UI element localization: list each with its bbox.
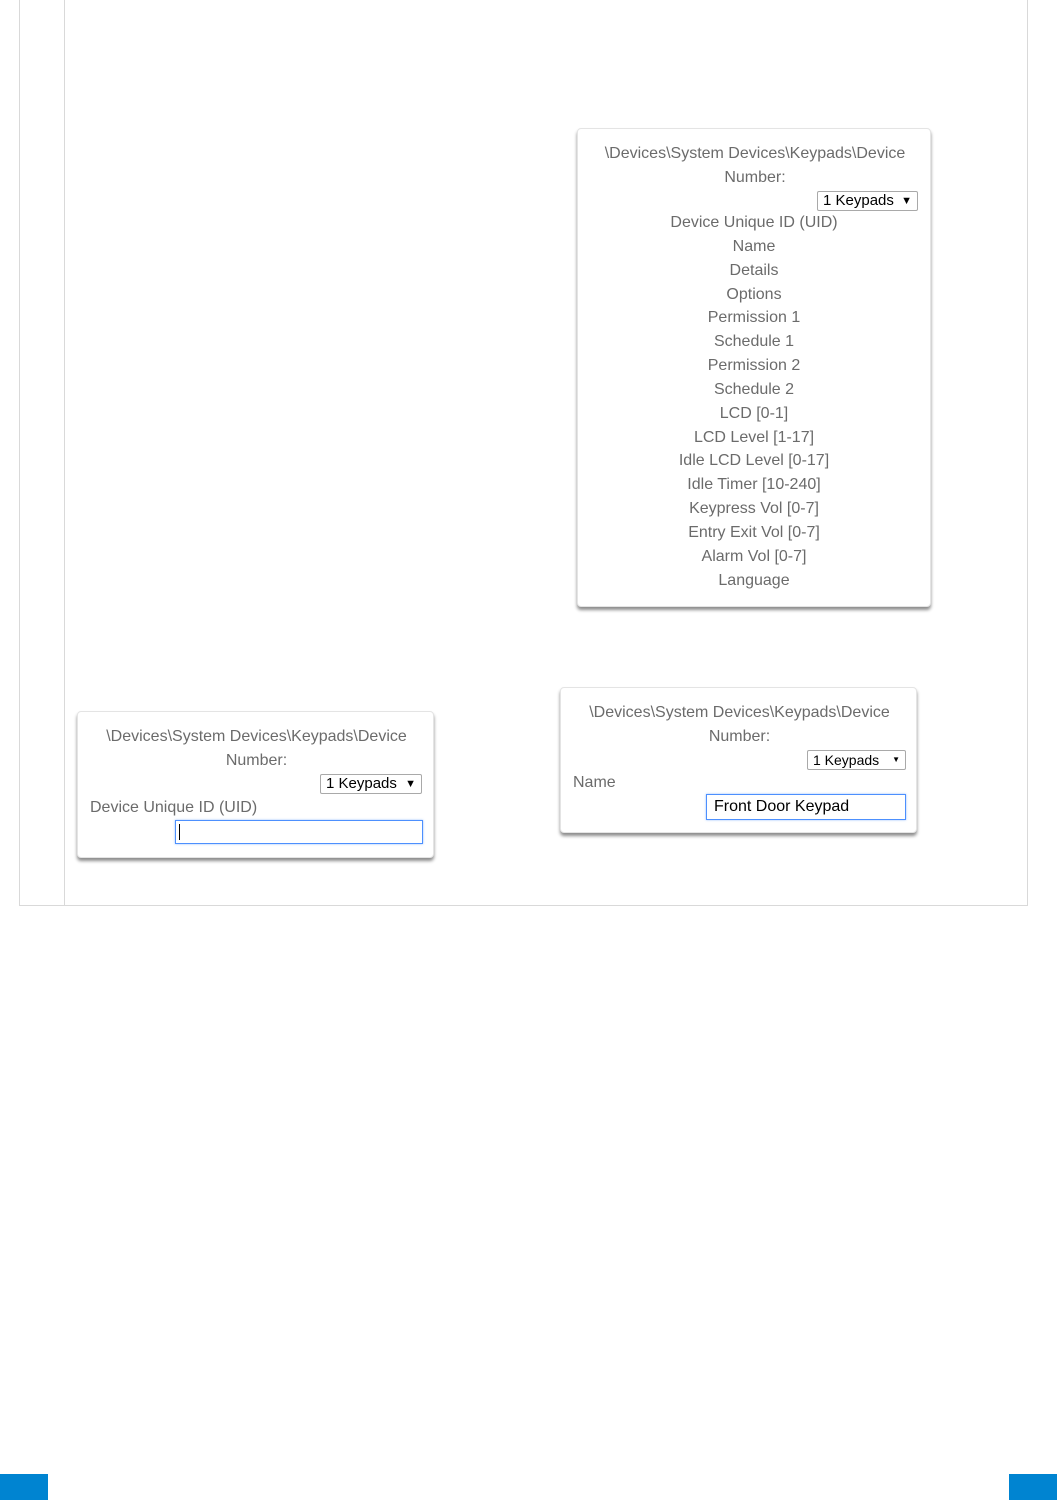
text-caret [179,824,180,840]
name-field-label: Name [573,774,616,791]
menu-item-lcd-level[interactable]: LCD Level [1-17] [693,428,815,446]
device-number-select[interactable] [817,191,918,211]
menu-item-entry-exit-vol[interactable]: Entry Exit Vol [0-7] [688,523,820,541]
device-number-select[interactable] [807,750,906,770]
breadcrumb-path-line1: \Devices\System Devices\Keypads\Device [604,145,906,162]
breadcrumb-path [578,142,932,190]
uid-input[interactable] [175,820,423,844]
menu-item-keypress-vol[interactable]: Keypress Vol [0-7] [689,500,819,518]
menu-item-permission-1[interactable]: Permission 1 [707,309,801,327]
menu-item-options[interactable]: Options [726,285,782,303]
dropdown-arrow-icon: ▼ [892,755,900,764]
menu-item-language[interactable]: Language [718,571,790,589]
menu-item-permission-2[interactable]: Permission 2 [707,357,801,375]
breadcrumb-path-line2: Number: [708,728,771,745]
keypad-menu-panel [577,128,931,607]
menu-item-idle-lcd-level[interactable]: Idle LCD Level [0-17] [678,452,830,470]
device-number-select-value: 1 Keypads [326,775,397,792]
menu-item-idle-timer[interactable]: Idle Timer [10-240] [687,476,821,494]
breadcrumb-path [78,725,435,773]
menu-item-schedule-1[interactable]: Schedule 1 [713,333,795,351]
breadcrumb-path [561,701,918,749]
breadcrumb-path-line1: \Devices\System Devices\Keypads\Device [106,728,407,745]
breadcrumb-path-line1: \Devices\System Devices\Keypads\Device [589,704,890,721]
menu-item-schedule-2[interactable]: Schedule 2 [713,380,795,398]
device-number-select[interactable] [320,774,422,794]
menu-item-uid[interactable]: Device Unique ID (UID) [670,214,838,231]
page-corner-tab-right [1009,1474,1057,1500]
breadcrumb-path-line2: Number: [724,169,786,186]
menu-item-alarm-vol[interactable]: Alarm Vol [0-7] [701,547,807,565]
uid-entry-panel [77,711,434,858]
dropdown-arrow-icon: ▼ [901,195,912,207]
breadcrumb-path-line2: Number: [225,752,288,769]
uid-field-label: Device Unique ID (UID) [90,799,258,816]
menu-item-details[interactable]: Details [729,261,779,279]
menu-item-name[interactable]: Name [732,237,776,255]
name-input[interactable] [706,794,906,820]
device-number-select-value: 1 Keypads [813,752,880,768]
page-corner-tab-left [0,1474,48,1500]
device-number-select-value: 1 Keypads [823,192,894,209]
dropdown-arrow-icon: ▼ [405,778,416,790]
settings-menu-list [578,211,930,593]
name-input-value: Front Door Keypad [714,798,850,815]
menu-item-lcd[interactable]: LCD [0-1] [719,404,789,422]
name-entry-panel [560,687,917,833]
table-column-divider [64,0,65,906]
